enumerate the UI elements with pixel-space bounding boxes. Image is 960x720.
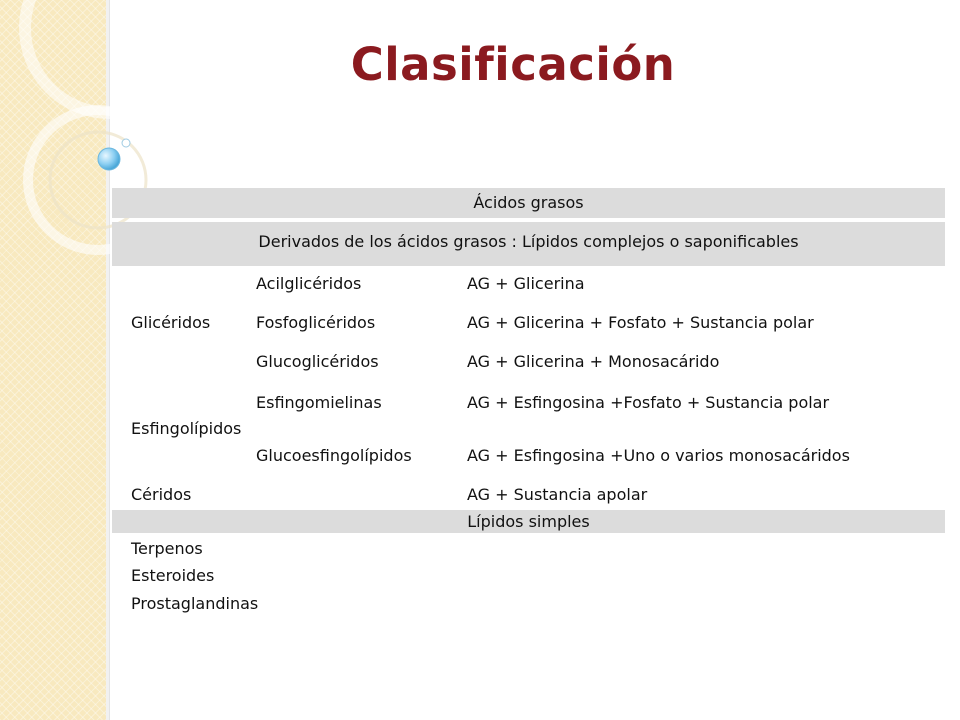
lipid-name-fosfogliceridos: Fosfoglicéridos (256, 313, 376, 332)
lipid-name-esfingomielinas: Esfingomielinas (256, 393, 382, 412)
lipid-composition-fosfogliceridos: AG + Glicerina + Fosfato + Sustancia polar (467, 313, 814, 332)
simple-lipid-esteroides: Esteroides (131, 566, 215, 585)
lipid-composition-esfingomielinas: AG + Esfingosina +Fosfato + Sustancia polar (467, 393, 830, 412)
page-title: Clasificación (350, 38, 676, 91)
lipid-name-glucoesfingolipidos: Glucoesfingolípidos (256, 446, 412, 465)
lipid-composition-glucogliceridos: AG + Glicerina + Monosacárido (467, 352, 720, 371)
small-bubble-icon (122, 139, 130, 147)
blue-bubble-icon (98, 148, 120, 170)
simple-lipid-prostaglandinas: Prostaglandinas (131, 594, 259, 613)
lipid-composition-glucoesfingolipidos: AG + Esfingosina +Uno o varios monosacáridos (467, 446, 850, 465)
lipid-name-acilgliceridos: Acilglicéridos (256, 274, 362, 293)
header-derivados (112, 222, 945, 266)
simple-lipid-terpenos: Terpenos (131, 539, 203, 558)
header-lipidos-simples-label: Lípidos simples (467, 512, 590, 531)
lipid-composition-acilgliceridos: AG + Glicerina (467, 274, 585, 293)
lipid-composition-ceridos: AG + Sustancia apolar (467, 485, 648, 504)
group-gliceridos: Glicéridos (131, 313, 211, 332)
header-derivados-label: Derivados de los ácidos grasos : Lípidos complejos o saponificables (258, 232, 799, 251)
group-ceridos: Céridos (131, 485, 192, 504)
group-esfingolipidos: Esfingolípidos (131, 419, 242, 438)
lipid-name-glucogliceridos: Glucoglicéridos (256, 352, 379, 371)
header-lipidos-simples (112, 510, 945, 533)
header-acidos-grasos (112, 188, 945, 218)
header-acidos-grasos-label: Ácidos grasos (473, 193, 584, 212)
